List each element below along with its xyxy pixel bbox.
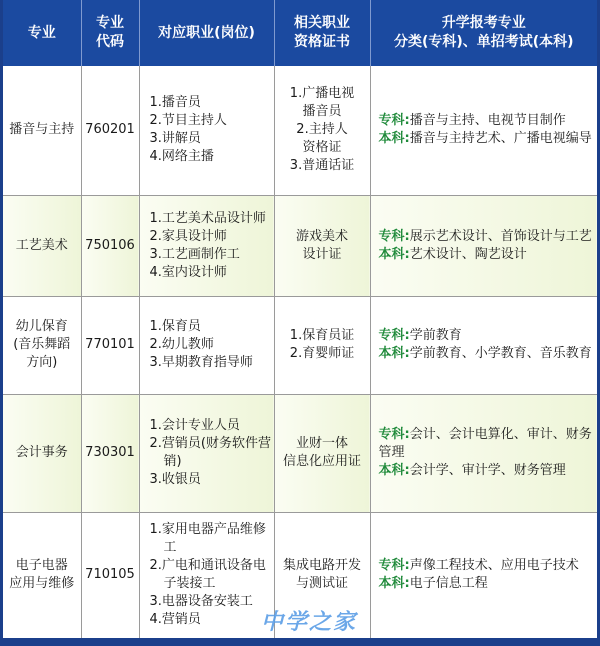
advance-majors (370, 296, 597, 394)
table-row (3, 296, 597, 394)
cert-list: 集成电路开发 与测试证 (274, 512, 370, 638)
list-item: 3.早期教育指导师 (149, 355, 253, 370)
list-item: 4.营销员 (149, 612, 201, 627)
benke-line: 本科:艺术设计、陶艺设计 (378, 246, 527, 262)
header-code: 专业 代码 (81, 0, 139, 66)
major-code: 770101 (81, 296, 139, 394)
list-item: 2.广电和通讯设备电子装接工 (149, 558, 266, 591)
table-row (3, 394, 597, 512)
advance-majors (370, 512, 597, 638)
header-advance: 升学报考专业 分类(专科)、单招考试(本科) (370, 0, 597, 66)
zhuanke-line: 专科:展示艺术设计、首饰设计与工艺 (378, 228, 592, 244)
list-item: 3.电器设备安装工 (149, 594, 253, 609)
cert-list: 1.广播电视 播音员 2.主持人 资格证 3.普通话证 (274, 66, 370, 195)
advance-majors (370, 66, 597, 195)
major-name: 播音与主持 (3, 66, 81, 195)
list-item: 2.营销员(财务软件营销) (149, 436, 271, 469)
major-code: 750106 (81, 195, 139, 296)
header-certs: 相关职业 资格证书 (274, 0, 370, 66)
header-major: 专业 (3, 0, 81, 66)
benke-line: 本科:学前教育、小学教育、音乐教育 (378, 346, 592, 361)
benke-line: 本科:播音与主持艺术、广播电视编导 (378, 131, 592, 147)
list-item: 1.家用电器产品维修工 (149, 522, 266, 555)
header-jobs: 对应职业(岗位) (139, 0, 274, 66)
list-item: 4.室内设计师 (149, 264, 227, 280)
program-table (3, 0, 597, 639)
list-item: 3.收银员 (149, 472, 201, 487)
list-item: 1.播音员 (149, 95, 201, 111)
job-list (139, 195, 274, 296)
list-item: 2.节目主持人 (149, 113, 227, 129)
job-list (139, 394, 274, 512)
cert-list: 业财一体 信息化应用证 (274, 394, 370, 512)
list-item: 2.家具设计师 (149, 228, 227, 244)
table-row (3, 195, 597, 296)
list-item: 1.会计专业人员 (149, 418, 240, 433)
zhuanke-line: 专科:会计、会计电算化、审计、财务管理 (378, 427, 592, 460)
major-code: 730301 (81, 394, 139, 512)
cert-list: 游戏美术 设计证 (274, 195, 370, 296)
list-item: 3.讲解员 (149, 131, 201, 147)
table-row (3, 66, 597, 195)
zhuanke-line: 专科:学前教育 (378, 328, 462, 343)
advance-majors (370, 195, 597, 296)
job-list (139, 296, 274, 394)
list-item: 1.保育员 (149, 319, 201, 334)
zhuanke-line: 专科:播音与主持、电视节目制作 (378, 113, 566, 129)
job-list (139, 512, 274, 638)
list-item: 2.幼儿教师 (149, 337, 214, 352)
benke-line: 本科:会计学、审计学、财务管理 (378, 463, 566, 478)
zhuanke-line: 专科:声像工程技术、应用电子技术 (378, 558, 579, 573)
major-code: 710105 (81, 512, 139, 638)
table-header-row (3, 0, 597, 66)
major-code: 760201 (81, 66, 139, 195)
benke-line: 本科:电子信息工程 (378, 576, 488, 591)
major-name: 会计事务 (3, 394, 81, 512)
major-name: 工艺美术 (3, 195, 81, 296)
major-name: 幼儿保育 (音乐舞蹈 方向) (3, 296, 81, 394)
footer-bar (3, 638, 597, 646)
site-watermark: 中学之家 (261, 609, 358, 635)
advance-majors (370, 394, 597, 512)
cert-list: 1.保育员证 2.育婴师证 (274, 296, 370, 394)
job-list (139, 66, 274, 195)
list-item: 3.工艺画制作工 (149, 246, 240, 262)
list-item: 4.网络主播 (149, 149, 214, 165)
major-name: 电子电器 应用与维修 (3, 512, 81, 638)
list-item: 1.工艺美术品设计师 (149, 210, 266, 226)
